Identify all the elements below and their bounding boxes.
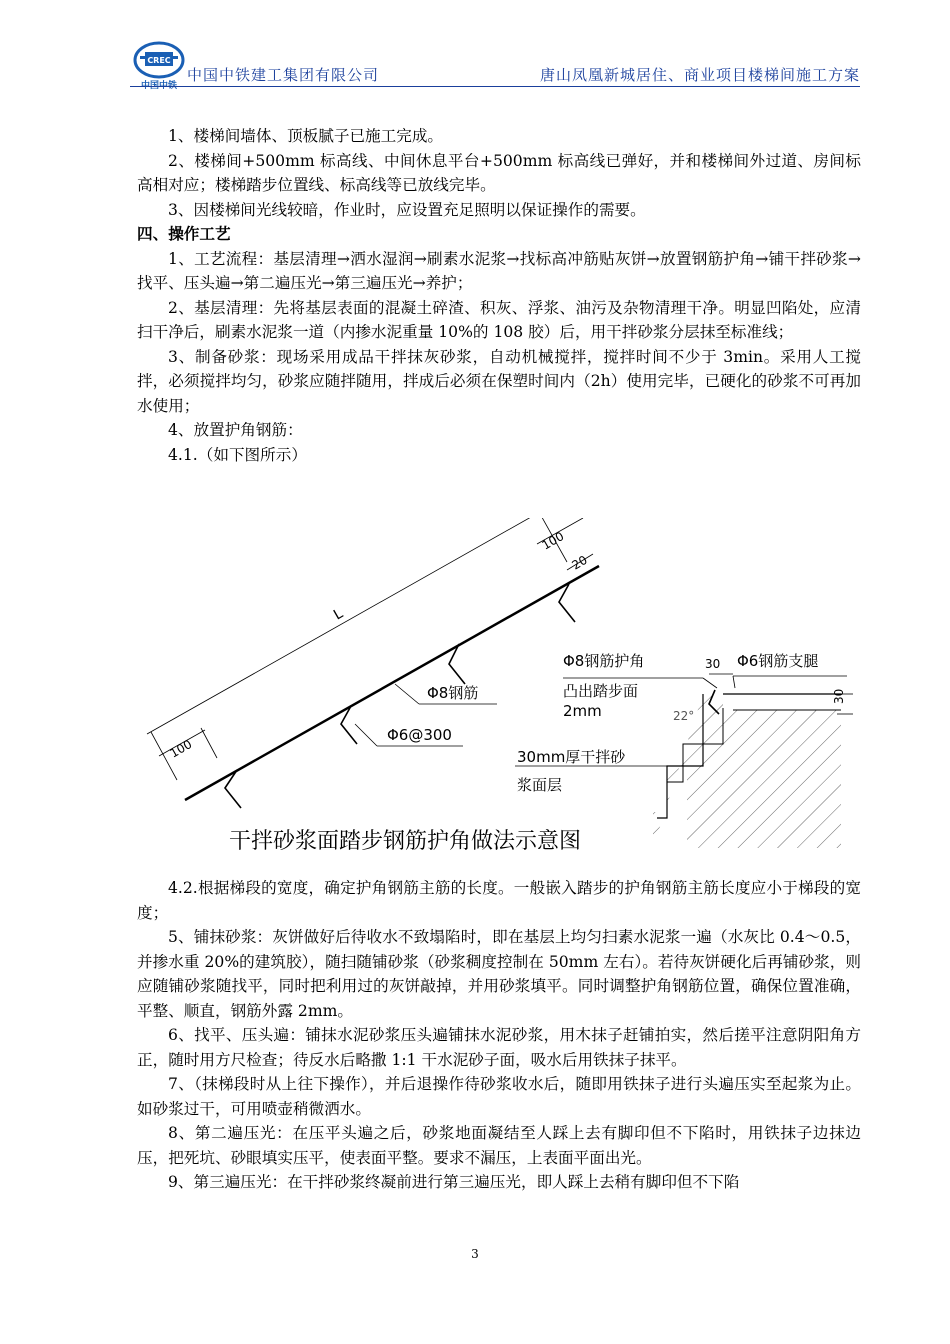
body-text-top [137, 124, 861, 467]
dim-100-bottom: 100 [167, 737, 195, 761]
paragraph: 6、找平、压头遍：铺抹水泥砂浆压头遍铺抹水泥砂浆，用木抹子赶铺拍实，然后搓平注意阴阳角方正，随时用方尺检查；待反水后略撒 1:1 干水泥砂子面，吸水后用铁抹子抹平。 [137, 1026, 861, 1069]
paragraph: 1、工艺流程：基层清理→洒水湿润→刷素水泥浆→找标高冲筋贴灰饼→放置钢筋护角→铺干拌砂浆→找平、压头遍→第二遍压光→第三遍压光→养护； [137, 249, 861, 292]
figure-caption: 干拌砂浆面踏步钢筋护角做法示意图 [229, 829, 582, 854]
label-layer-1: 30mm厚干拌砂 [517, 748, 626, 766]
svg-text:CREC: CREC [147, 56, 171, 65]
label-phi6-leg: Φ6钢筋支腿 [737, 652, 819, 670]
paragraph: 1、楼梯间墙体、顶板腻子已施工完成。 [168, 127, 444, 145]
label-protrude-1: 凸出踏步面 [563, 682, 639, 700]
company-logo [130, 40, 188, 92]
support-leg [559, 584, 575, 622]
rebar-diagram [137, 518, 861, 868]
paragraph: 7、（抹梯段时从上往下操作），并后退操作待砂浆收水后，随即用铁抹子进行头遍压实至起浆为止。如砂浆过干，可用喷壶稍微洒水。 [137, 1075, 861, 1118]
label-L: L [331, 605, 346, 624]
paragraph: 3、因楼梯间光线较暗，作业时，应设置充足照明以保证操作的需要。 [168, 200, 646, 219]
header-rule [130, 86, 860, 87]
dim-100-top: 100 [539, 529, 567, 553]
paragraph: 9、第三遍压光：在干拌砂浆终凝前进行第三遍压光，即人踩上去稍有脚印但不下陷 [168, 1173, 740, 1191]
label-phi8-bar: Φ8钢筋 [427, 684, 479, 702]
paragraph: 2、基层清理：先将基层表面的混凝土碎渣、积灰、浮浆、油污及杂物清理干净。明显凹陷处，应清扫干净后，刷素水泥浆一道（内掺水泥重量 10%的 108 胶）后，用干拌砂浆分层抹至标准线； [137, 298, 861, 341]
label-phi8-corner: Φ8钢筋护角 [563, 652, 645, 670]
paragraph: 8、第二遍压光：在压平头遍之后，砂浆地面凝结至人踩上去有脚印但不下陷时，用铁抹子边抹边压，把死坑、砂眼填实压平，使表面平整。要求不漏压，上表面平面出光。 [137, 1124, 861, 1167]
label-phi6-300: Φ6@300 [387, 726, 452, 744]
dim-30-right: 30 [832, 688, 846, 704]
svg-text:中国中铁: 中国中铁 [140, 81, 178, 91]
project-title: 唐山凤凰新城居住、商业项目楼梯间施工方案 [539, 66, 860, 84]
paragraph: 2、楼梯间+500mm 标高线、中间休息平台+500mm 标高线已弹好，并和楼梯间外过道、房间标高相对应；楼梯踏步位置线、标高线等已放线完毕。 [137, 151, 861, 194]
page-number: 3 [471, 1247, 479, 1261]
body-text-bottom [137, 876, 861, 1195]
paragraph: 4、放置护角钢筋： [168, 421, 303, 439]
paragraph: 3、制备砂浆：现场采用成品干拌抹灰砂浆，自动机械搅拌，搅拌时间不少于 3min。采用人工搅拌，必须搅拌均匀，砂浆应随拌随用，拌成后必须在保塑时间内（2h）使用完毕，已硬化的砂浆不可再加水使用； [137, 347, 861, 415]
paragraph: 5、铺抹砂浆：灰饼做好后待收水不致塌陷时，即在基层上均匀扫素水泥浆一遍（水灰比 0.4～0.5，并掺水重 20%的建筑胶），随扫随铺砂浆（砂浆稠度控制在 50mm 左右）。若待灰饼硬化后再铺砂浆，则应随铺砂浆随找平，同时把利用过的灰饼敲掉，并用砂浆填平。同时调整护角钢筋位置，确保位置准确，平整、顺直，钢筋外露 2mm。 [137, 928, 861, 1020]
dim-30-top: 30 [705, 657, 721, 671]
label-protrude-2: 2mm [563, 702, 602, 720]
company-name: 中国中铁建工集团有限公司 [187, 66, 380, 84]
paragraph: 4.2.根据梯段的宽度，确定护角钢筋主筋的长度。一般嵌入踏步的护角钢筋主筋长度应小于梯段的宽度； [137, 879, 861, 922]
label-layer-2: 浆面层 [517, 776, 563, 794]
dim-20: 20 [569, 552, 590, 573]
paragraph: 4.1.（如下图所示） [168, 445, 307, 464]
section-heading: 四、操作工艺 [137, 225, 231, 243]
page-header [130, 40, 860, 92]
label-22deg: 22° [673, 709, 695, 723]
dimension-line-L [147, 518, 547, 734]
